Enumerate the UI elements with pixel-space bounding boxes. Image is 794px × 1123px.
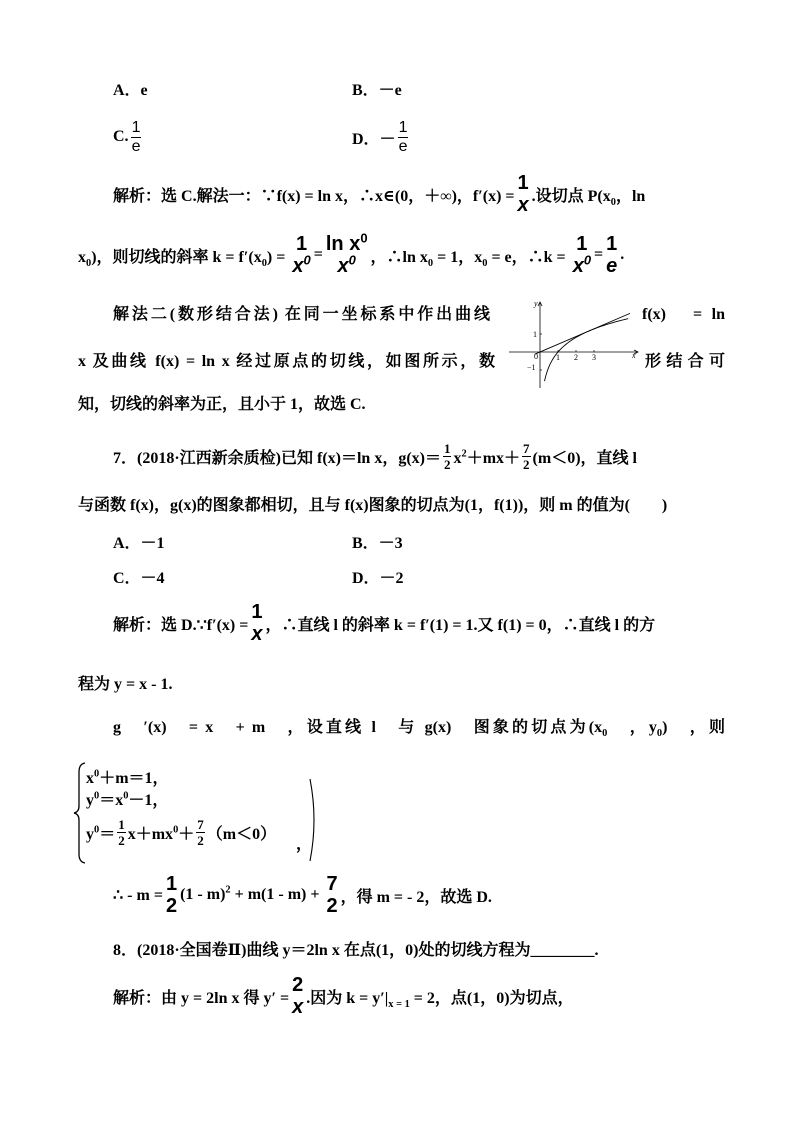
text: x 及曲线 f(x) = ln x 经过原点的切线，如图所示，数 (78, 353, 495, 370)
text: x (453, 449, 462, 467)
text: .因为 k = y′| (306, 989, 389, 1007)
denominator: 2 (118, 832, 125, 848)
ln-tangent-graph (505, 298, 645, 390)
q6-option-d (352, 113, 410, 161)
fraction (165, 874, 178, 916)
text: ，y (607, 719, 657, 736)
numerator: 1 (118, 816, 125, 832)
numerator: 1 (398, 118, 408, 136)
text: ＋m＝1， (99, 769, 169, 787)
option-text: D．－2 (352, 569, 404, 587)
superscript: 0 (360, 230, 368, 246)
text-run (128, 821, 195, 844)
q7-solution-line-3 (113, 704, 725, 752)
text: 形结合可 (645, 353, 725, 370)
text: .设切点 P(x (531, 187, 611, 205)
denominator: e (131, 137, 141, 155)
option-label: C. (113, 128, 129, 145)
subscript: 0 (610, 196, 616, 208)
text-run: 7．(2018·江西新余质检)已知 f(x)＝ln x，g(x)＝ (113, 449, 441, 467)
text-run: 选 C.解法一：∵f(x) = ln x，∴x∈(0，＋∞)，f′(x) = (161, 187, 515, 205)
text-run: ， (296, 835, 313, 853)
text: f(x) = ln (642, 306, 725, 323)
text: + m(1 - m) + (230, 886, 324, 903)
text-run (453, 445, 520, 468)
denominator: 2 (523, 456, 530, 472)
superscript: 0 (348, 252, 356, 268)
text-run: 8．(2018·全国卷Ⅱ)曲线 y＝2ln x 在点(1，0)处的切线方程为________. (113, 941, 599, 959)
denominator: e (606, 255, 618, 277)
subscript: 0 (602, 728, 608, 740)
text: = 1，x (433, 248, 483, 266)
q7-option-c (113, 552, 165, 600)
superscript: 0 (173, 824, 179, 836)
text: (1 - m) (180, 886, 226, 903)
subscript: 0 (482, 257, 488, 269)
text-run: 选 D.∵f′(x) = (161, 616, 249, 634)
q6-solution-line-3-right (642, 291, 725, 339)
solution-label: 解析： (113, 187, 162, 205)
text-run (532, 183, 646, 206)
option-label: D．－ (352, 130, 396, 148)
text-run (78, 244, 289, 267)
denominator: x (251, 623, 263, 645)
option-text: B．－3 (352, 534, 403, 552)
text-run: ∴ - m = (113, 887, 163, 904)
text: y (86, 825, 94, 843)
solution-label: 解析： (113, 616, 162, 634)
superscript: 0 (94, 790, 100, 802)
text-run: (m＜0)，直线 l (532, 449, 637, 467)
denominator: 2 (326, 895, 338, 917)
right-bracket (308, 778, 320, 862)
text: ) ，则 (662, 719, 725, 736)
x-tick-label: 2 (574, 353, 578, 362)
q6-solution-line-1 (113, 170, 645, 218)
text: x (292, 255, 304, 277)
numerator: 7 (197, 816, 204, 832)
numerator: 1 (295, 233, 308, 255)
option-text: C．－4 (113, 569, 165, 587)
text-run: 与函数 f(x)，g(x)的图象都相切，且与 f(x)图象的切点为(1，f(1))，则 m 的值为( ) (78, 496, 668, 514)
option-text: B．－e (352, 81, 402, 99)
text: y (86, 791, 94, 809)
text: )，则切线的斜率 k = f′(x (91, 248, 262, 266)
fraction (605, 234, 618, 276)
text: －1， (128, 791, 169, 809)
numerator: 1 (251, 601, 263, 623)
q6-solution-line-5 (78, 378, 366, 426)
text: ＋ (178, 825, 195, 843)
superscript: 2 (225, 884, 231, 896)
text-run: . (620, 246, 625, 263)
numerator: 1 (517, 172, 529, 194)
text: x (572, 255, 584, 277)
text: g ′(x) = x + m ，设直线 l 与 g(x) 图象的切点为(x (113, 719, 603, 736)
denominator: 2 (443, 456, 451, 472)
q7-solution-line-2 (78, 658, 172, 706)
system-row-3 (86, 808, 276, 856)
option-text: A．－1 (113, 534, 165, 552)
fraction (291, 975, 304, 1017)
numerator: 1 (443, 440, 451, 456)
q7-option-d (352, 552, 404, 600)
x-tick-label: 3 (592, 353, 596, 362)
text-run: ，∴直线 l 的斜率 k = f′(1) = 1.又 f(1) = 0，∴直线 l 的方 (265, 616, 656, 634)
text: ＝ (99, 825, 116, 843)
q7-solution-line-4 (113, 871, 492, 919)
q6-option-c (113, 113, 143, 161)
fraction (398, 120, 409, 155)
q6-solution-line-3 (113, 291, 490, 339)
fraction (325, 874, 338, 916)
text: = e，∴k = (487, 248, 570, 266)
fraction (325, 230, 369, 277)
text: 解法二(数形结合法) 在同一坐标系中作出曲线 (113, 306, 490, 323)
text: ln x (325, 233, 361, 255)
numerator: 2 (292, 974, 304, 996)
numerator: 1 (576, 233, 588, 255)
text-run: （m＜0） (206, 825, 277, 843)
fraction (517, 173, 530, 215)
denominator: e (398, 137, 408, 155)
superscript: 0 (94, 768, 100, 780)
text-run (306, 985, 573, 1008)
text: x (78, 248, 86, 266)
numerator: 1 (606, 233, 618, 255)
y-axis-label: y (534, 299, 538, 308)
text-run: ，得 m = - 2，故选 D. (340, 888, 492, 906)
subscript: x = 1 (388, 998, 410, 1010)
q7-stem-line-1 (113, 432, 637, 480)
text-run: 程为 y = x - 1. (78, 675, 173, 693)
q7-solution-line-1 (113, 599, 655, 647)
fraction (572, 234, 592, 276)
text: ，∴ln x (370, 248, 428, 266)
text-run: = (313, 246, 323, 263)
text: ＝x (99, 791, 124, 809)
q6-solution-line-2 (78, 231, 624, 279)
fraction (196, 818, 205, 847)
text-run: 由 y = 2ln x 得 y′ = (161, 989, 290, 1007)
q6-solution-line-4-right (645, 338, 725, 386)
subscript: 0 (427, 257, 434, 269)
x-axis-label: x (632, 351, 636, 360)
text: ＋mx＋ (466, 449, 521, 467)
fraction (131, 120, 142, 155)
q6-option-a (113, 64, 148, 112)
superscript: 0 (303, 252, 311, 268)
denominator: x (292, 996, 304, 1018)
text-run (86, 787, 168, 810)
y-tick-label: 1 (533, 330, 537, 339)
superscript: 0 (583, 252, 592, 268)
subscript: 0 (86, 257, 92, 269)
option-text: A．e (113, 81, 148, 99)
ln-curve (545, 319, 629, 381)
text: ，ln (615, 187, 646, 205)
q8-solution-line-1 (113, 972, 574, 1020)
y-tick-label: −1 (527, 363, 536, 372)
text-run (86, 821, 115, 844)
denominator: 2 (165, 895, 178, 917)
text: x＋mx (127, 825, 174, 843)
text-run: = (594, 246, 604, 263)
tangent-line (535, 313, 630, 354)
fraction (250, 602, 263, 644)
numerator (325, 230, 369, 255)
subscript: 0 (261, 257, 267, 269)
text: x (86, 769, 94, 787)
q8-stem (113, 924, 598, 972)
x-tick-label: 1 (556, 353, 560, 362)
text: ) = (266, 248, 290, 266)
denominator: x (517, 194, 529, 216)
origin-label: 0 (534, 352, 538, 361)
denominator (291, 252, 311, 277)
superscript: 2 (461, 448, 467, 460)
solution-label: 解析： (113, 989, 162, 1007)
left-brace (73, 762, 87, 864)
superscript: 0 (123, 790, 129, 802)
numerator: 1 (131, 118, 141, 136)
numerator: 1 (165, 873, 178, 895)
denominator: 2 (197, 832, 204, 848)
numerator: 7 (326, 873, 338, 895)
subscript: 0 (656, 728, 663, 740)
denominator (572, 252, 592, 277)
numerator: 7 (523, 440, 530, 456)
denominator (337, 252, 357, 277)
text: = 2，点(1，0)为切点， (409, 989, 574, 1007)
text-run (180, 886, 323, 904)
text-run (371, 244, 570, 267)
text: x (337, 255, 349, 277)
q6-option-b (352, 64, 402, 112)
fraction (443, 442, 452, 471)
fraction (522, 442, 531, 471)
text-run: 知，切线的斜率为正，且小于 1，故选 C. (78, 395, 366, 413)
fraction (291, 234, 311, 276)
fraction (117, 818, 126, 847)
superscript: 0 (94, 824, 100, 836)
